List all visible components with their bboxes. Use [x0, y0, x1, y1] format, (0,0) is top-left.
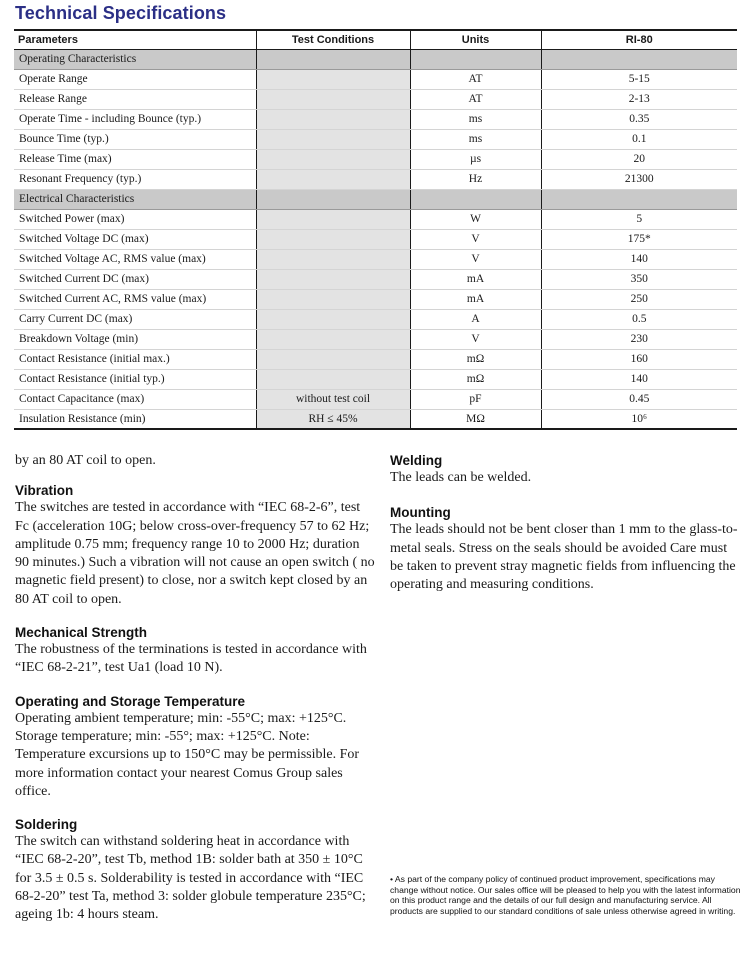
- section-unit: [410, 189, 541, 209]
- condition-cell: [256, 69, 410, 89]
- page-title: Technical Specifications: [15, 3, 227, 23]
- table-row: [14, 329, 737, 349]
- condition-cell: [256, 289, 410, 309]
- table-row: [14, 209, 737, 229]
- value-cell: 0.45: [541, 389, 737, 409]
- specifications-table: [14, 29, 737, 430]
- param-cell: Release Time (max): [14, 149, 256, 169]
- param-cell: Release Range: [14, 89, 256, 109]
- mounting-heading: Mounting: [390, 505, 451, 521]
- unit-cell: AT: [410, 69, 541, 89]
- mechanical-strength-heading: Mechanical Strength: [15, 625, 148, 641]
- section-row: [14, 49, 737, 69]
- table-row: [14, 349, 737, 369]
- soldering-heading: Soldering: [15, 817, 78, 833]
- value-cell: 140: [541, 369, 737, 389]
- header-units: Units: [410, 30, 541, 49]
- table-row: [14, 129, 737, 149]
- param-cell: Operate Range: [14, 69, 256, 89]
- param-cell: Breakdown Voltage (min): [14, 329, 256, 349]
- table-row: [14, 289, 737, 309]
- welding-heading: Welding: [390, 453, 443, 468]
- value-cell: 5: [541, 209, 737, 229]
- table-row: [14, 249, 737, 269]
- table-row: [14, 109, 737, 129]
- condition-cell: [256, 209, 410, 229]
- condition-cell: without test coil: [256, 389, 410, 409]
- unit-cell: W: [410, 209, 541, 229]
- value-cell: 0.1: [541, 129, 737, 149]
- param-cell: Bounce Time (typ.): [14, 129, 256, 149]
- section-value: [541, 49, 737, 69]
- unit-cell: V: [410, 229, 541, 249]
- unit-cell: V: [410, 329, 541, 349]
- param-cell: Contact Capacitance (max): [14, 389, 256, 409]
- soldering-text: The switch can withstand soldering heat in accordance with “IEC 68-2-20”, test Tb, method 1B: solder bath at 350 ± 10°C for 3.5 ± 0.5 s. Solderability is tested in accordance with “IEC 68-2-20” test Ta, method 3: solder globule temperature 235°C; ageing 1b: 4 hours steam.: [15, 834, 366, 923]
- param-cell: Resonant Frequency (typ.): [14, 169, 256, 189]
- table-row: [14, 369, 737, 389]
- table-row: [14, 409, 737, 429]
- section-cond: [256, 49, 410, 69]
- table-body: [14, 49, 737, 429]
- value-cell: 350: [541, 269, 737, 289]
- condition-cell: [256, 369, 410, 389]
- unit-cell: mΩ: [410, 369, 541, 389]
- right-column: [390, 452, 740, 611]
- section-label: Electrical Characteristics: [14, 189, 256, 209]
- param-cell: Carry Current DC (max): [14, 309, 256, 329]
- condition-cell: [256, 329, 410, 349]
- param-cell: Switched Current AC, RMS value (max): [14, 289, 256, 309]
- condition-cell: [256, 349, 410, 369]
- left-column: [15, 452, 375, 940]
- unit-cell: mA: [410, 289, 541, 309]
- condition-cell: [256, 309, 410, 329]
- value-cell: 140: [541, 249, 737, 269]
- welding-text: The leads can be welded.: [390, 470, 532, 485]
- param-cell: Switched Power (max): [14, 209, 256, 229]
- header-parameters: Parameters: [14, 30, 256, 49]
- unit-cell: ms: [410, 109, 541, 129]
- param-cell: Contact Resistance (initial typ.): [14, 369, 256, 389]
- condition-cell: [256, 269, 410, 289]
- condition-cell: [256, 109, 410, 129]
- value-cell: 0.35: [541, 109, 737, 129]
- param-cell: Insulation Resistance (min): [14, 409, 256, 429]
- unit-cell: ms: [410, 129, 541, 149]
- table-row: [14, 269, 737, 289]
- unit-cell: MΩ: [410, 409, 541, 429]
- vibration-heading: Vibration: [15, 483, 74, 499]
- footnote: • As part of the company policy of continued product improvement, specifications may change without notice. Our sales office will be pleased to help you with the latest information on this product range and the details of our full design and manufacturing service. All products are supplied to our standard conditions of sale unless otherwise agreed in writing.: [390, 874, 741, 916]
- unit-cell: A: [410, 309, 541, 329]
- value-cell: 160: [541, 349, 737, 369]
- condition-cell: [256, 169, 410, 189]
- temperature-text: Operating ambient temperature; min: -55°C; max: +125°C. Storage temperature; min: -55°; max: +125°C. Note: Temperature excursions up to 150°C may be permissible. For more information contact your nearest Comus Group sales office.: [15, 710, 360, 799]
- unit-cell: Hz: [410, 169, 541, 189]
- unit-cell: AT: [410, 89, 541, 109]
- mounting-text: The leads should not be bent closer than 1 mm to the glass-to-metal seals. Stress on the seals should be avoided Care must be taken to prevent stray magnetic fields from influencing the operating and measuring conditions.: [390, 522, 738, 593]
- section-cond: [256, 189, 410, 209]
- param-cell: Contact Resistance (initial max.): [14, 349, 256, 369]
- unit-cell: mA: [410, 269, 541, 289]
- value-cell: 175*: [541, 229, 737, 249]
- value-cell: 2-13: [541, 89, 737, 109]
- intro-text: by an 80 AT coil to open.: [15, 453, 156, 468]
- table-header-row: [14, 30, 737, 49]
- condition-cell: RH ≤ 45%: [256, 409, 410, 429]
- param-cell: Switched Voltage AC, RMS value (max): [14, 249, 256, 269]
- temperature-heading: Operating and Storage Temperature: [15, 693, 246, 709]
- table-row: [14, 89, 737, 109]
- unit-cell: pF: [410, 389, 541, 409]
- value-cell: 20: [541, 149, 737, 169]
- value-cell: 230: [541, 329, 737, 349]
- table-row: [14, 149, 737, 169]
- header-test-conditions: Test Conditions: [256, 30, 410, 49]
- section-label: Operating Characteristics: [14, 49, 256, 69]
- value-cell: 10⁶: [541, 409, 737, 429]
- condition-cell: [256, 129, 410, 149]
- table-row: [14, 169, 737, 189]
- param-cell: Switched Voltage DC (max): [14, 229, 256, 249]
- unit-cell: µs: [410, 149, 541, 169]
- value-cell: 250: [541, 289, 737, 309]
- condition-cell: [256, 149, 410, 169]
- header-ri-80: RI-80: [541, 30, 737, 49]
- table-row: [14, 389, 737, 409]
- param-cell: Switched Current DC (max): [14, 269, 256, 289]
- unit-cell: mΩ: [410, 349, 541, 369]
- section-row: [14, 189, 737, 209]
- condition-cell: [256, 229, 410, 249]
- value-cell: 0.5: [541, 309, 737, 329]
- mechanical-strength-text: The robustness of the terminations is tested in accordance with “IEC 68-2-21”, test Ua1 (load 10 N).: [15, 642, 367, 676]
- section-value: [541, 189, 737, 209]
- condition-cell: [256, 249, 410, 269]
- table-row: [14, 229, 737, 249]
- table-row: [14, 69, 737, 89]
- unit-cell: V: [410, 249, 541, 269]
- condition-cell: [256, 89, 410, 109]
- value-cell: 21300: [541, 169, 737, 189]
- value-cell: 5-15: [541, 69, 737, 89]
- param-cell: Operate Time - including Bounce (typ.): [14, 109, 256, 129]
- table-row: [14, 309, 737, 329]
- vibration-text: The switches are tested in accordance with “IEC 68-2-6”, test Fc (acceleration 10G; below cross-over-frequency 57 to 62 Hz; amplitude 0.75 mm; frequency range 10 to 2000 Hz; duration 90 minutes.) Such a vibration will not cause an open switch ( no magnetic field present) to close, nor a switch kept closed by an 80 AT coil to open.: [15, 500, 375, 607]
- section-unit: [410, 49, 541, 69]
